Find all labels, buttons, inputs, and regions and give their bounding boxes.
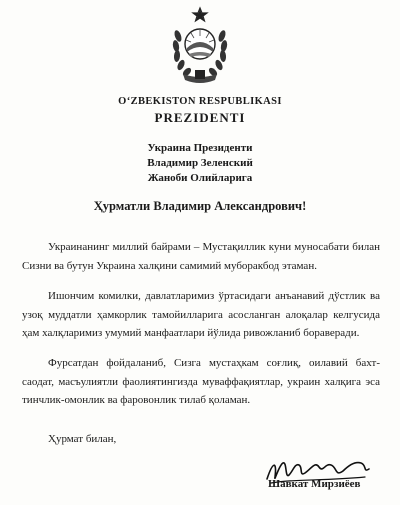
letterhead-country: O‘ZBEKISTON RESPUBLIKASI (118, 96, 282, 107)
signer-name: Шавкат Мирзиёев (268, 478, 361, 490)
letterhead-office: PREZIDENTI (154, 110, 246, 125)
closing-phrase: Ҳурмат билан, (48, 433, 117, 445)
body-paragraph-2: Ишончим комилки, давлатларимиз ўртасидаги анъанавий дўстлик ва узоқ муддатли ҳамкорлик тамойилларига асосланган алоқалар келгусида ҳам халқларимиз умумий манфаатлари йўлида ривожланиб бораверади. (22, 290, 380, 339)
state-emblem-icon (169, 6, 231, 86)
body-paragraph-1: Украинанинг миллий байрами – Мустақиллик куни муносабати билан Сизни ва бутун Украина халқини самимий муборакбод этаман. (22, 241, 380, 272)
address-line-2: Владимир Зеленский (147, 157, 253, 169)
recipient-address (0, 141, 400, 186)
body-paragraph-3: Фурсатдан фойдаланиб, Сизга мустаҳкам соғлиқ, оилавий бахт-саодат, масъулиятли фаолиятингизда муваффақиятлар, украин халқига эса тинчлик-омонлик ва фаровонлик тилаб қоламан. (22, 357, 380, 406)
address-line-1: Украина Президенти (147, 142, 253, 154)
salutation: Ҳурматли Владимир Александрович! (93, 199, 307, 213)
address-line-3: Жаноби Олийларига (147, 172, 253, 184)
